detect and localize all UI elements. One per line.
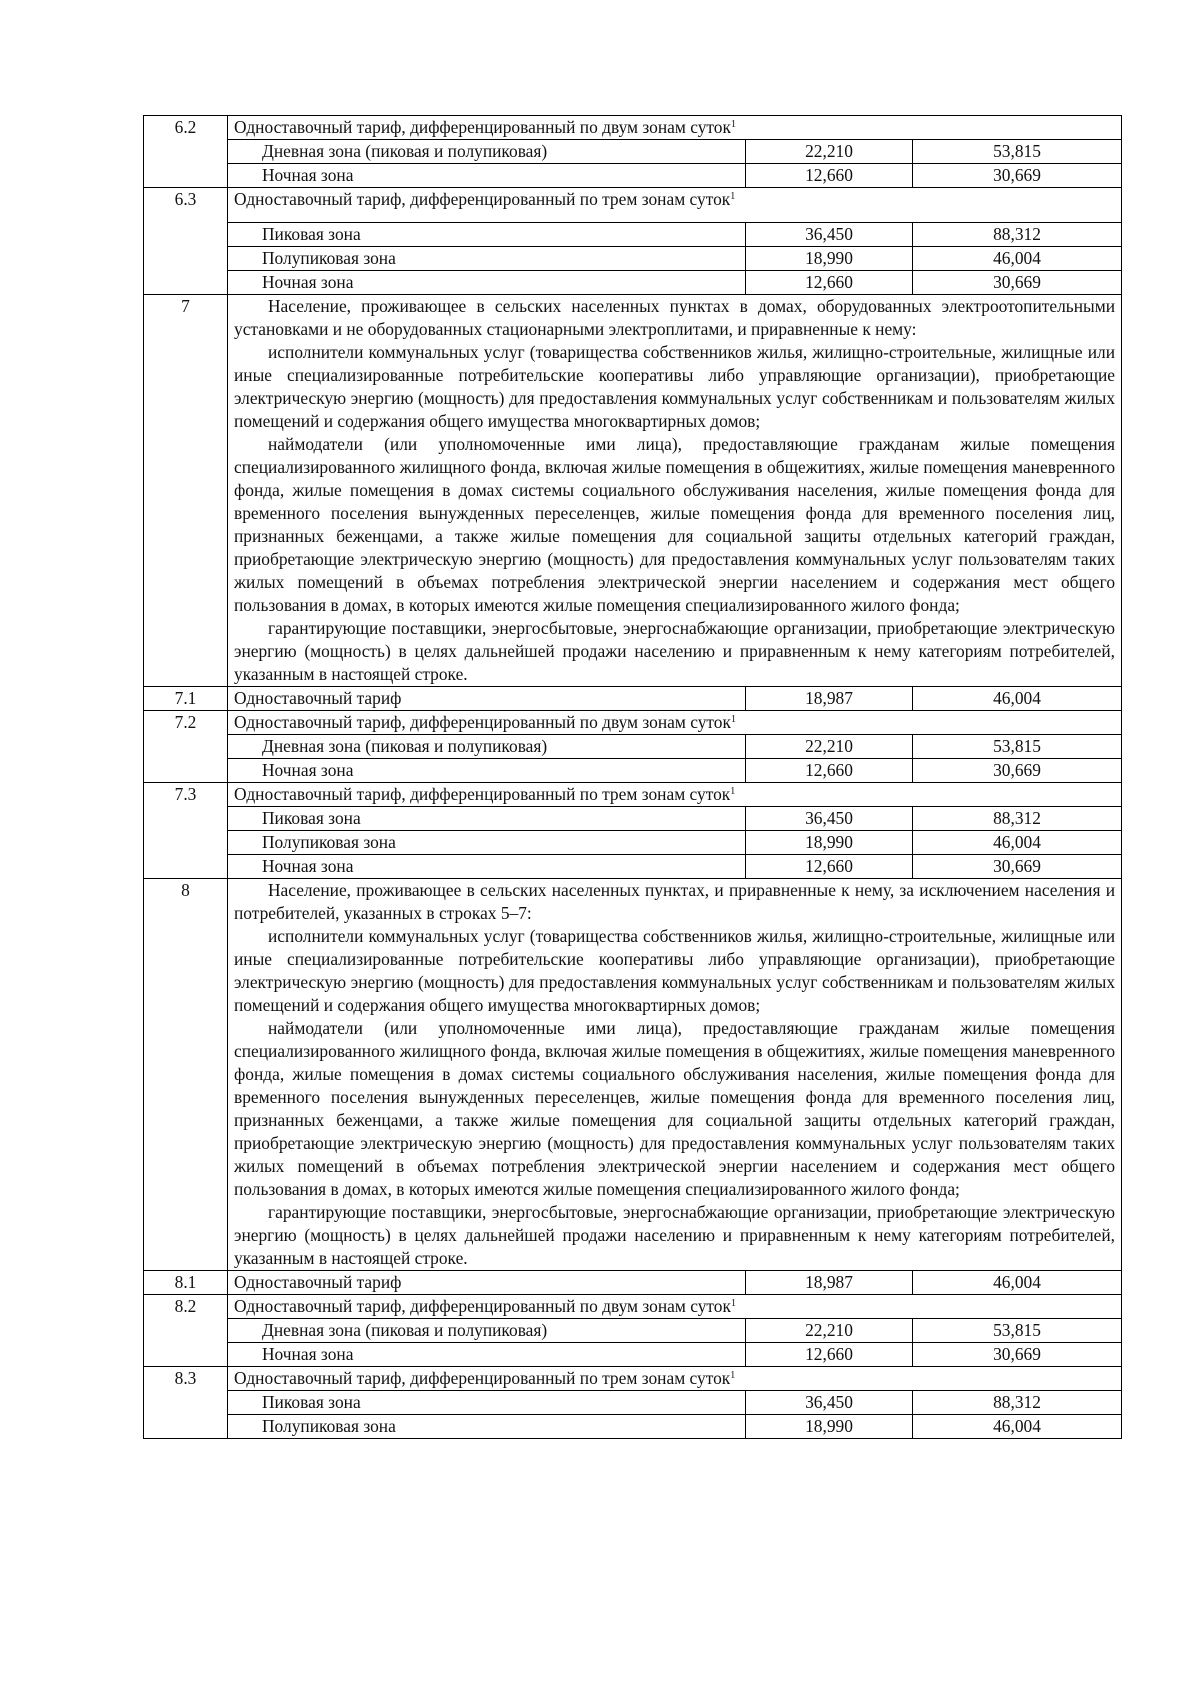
table-row xyxy=(144,1367,1122,1391)
table-row xyxy=(144,1319,1122,1343)
table-row xyxy=(144,1295,1122,1319)
tariff-label: Одноставочный тариф xyxy=(228,687,746,711)
tariff-value: 30,669 xyxy=(913,759,1122,783)
row-header-text: Одноставочный тариф, дифференцированный по двум зонам суток xyxy=(234,712,731,732)
table-row xyxy=(144,831,1122,855)
tariff-value: 88,312 xyxy=(913,807,1122,831)
tariff-value: 22,210 xyxy=(746,1319,913,1343)
table-row xyxy=(144,295,1122,687)
table-row xyxy=(144,1391,1122,1415)
footnote-marker: 1 xyxy=(730,1370,736,1381)
row-number: 6.2 xyxy=(144,116,228,188)
row-number: 8.1 xyxy=(144,1271,228,1295)
row-header-text: Одноставочный тариф, дифференцированный по трем зонам суток xyxy=(234,784,731,804)
tariff-value: 12,660 xyxy=(746,759,913,783)
paragraph: исполнители коммунальных услуг (товарищества собственников жилья, жилищно-строительные, жилищные или иные специализированные потребительские кооперативы либо управляющие организации), приобретающие электрическую энергию (мощность) для предоставления коммунальных услуг собственникам и пользователям жилых помещений и содержания общего имущества многоквартирных домов; xyxy=(234,926,1116,1015)
paragraph: исполнители коммунальных услуг (товарищества собственников жилья, жилищно-строительные, жилищные или иные специализированные потребительские кооперативы либо управляющие организации), приобретающие электрическую энергию (мощность) для предоставления коммунальных услуг собственникам и пользователям жилых помещений и содержания общего имущества многоквартирных домов; xyxy=(234,342,1116,431)
tariff-value: 18,987 xyxy=(746,1271,913,1295)
table-row xyxy=(144,783,1122,807)
row-header-text: Одноставочный тариф, дифференцированный по трем зонам суток xyxy=(234,1368,731,1388)
tariff-value: 18,987 xyxy=(746,687,913,711)
tariff-value: 46,004 xyxy=(913,1271,1122,1295)
row-number: 6.3 xyxy=(144,188,228,295)
zone-label: Полупиковая зона xyxy=(228,247,746,271)
footnote-marker: 1 xyxy=(730,714,736,725)
zone-label: Пиковая зона xyxy=(228,1391,746,1415)
row-number: 7.2 xyxy=(144,711,228,783)
table-row xyxy=(144,879,1122,1271)
table-row xyxy=(144,164,1122,188)
zone-label: Дневная зона (пиковая и полупиковая) xyxy=(228,735,746,759)
tariff-value: 22,210 xyxy=(746,735,913,759)
footnote-marker: 1 xyxy=(730,786,736,797)
zone-label: Пиковая зона xyxy=(228,223,746,247)
footnote-marker: 1 xyxy=(730,1298,736,1309)
paragraph: Население, проживающее в сельских населенных пунктах, и приравненные к нему, за исключением населения и потребителей, указанных в строках 5–7: xyxy=(234,880,1116,923)
consumer-category-text xyxy=(228,295,1122,687)
row-number: 8 xyxy=(144,879,228,1271)
paragraph: гарантирующие поставщики, энергосбытовые, энергоснабжающие организации, приобретающие электрическую энергию (мощность) в целях дальнейшей продажи населению и приравненным к нему категориям потребителей, указанным в настоящей строке. xyxy=(234,618,1116,684)
row-header xyxy=(228,1295,1122,1319)
zone-label: Дневная зона (пиковая и полупиковая) xyxy=(228,140,746,164)
paragraph: Население, проживающее в сельских населенных пунктах в домах, оборудованных электроотопительными установками и не оборудованных стационарными электроплитами, и приравненные к нему: xyxy=(234,296,1116,339)
tariff-value: 18,990 xyxy=(746,831,913,855)
tariff-value: 53,815 xyxy=(913,735,1122,759)
zone-label: Ночная зона xyxy=(228,759,746,783)
tariff-value: 88,312 xyxy=(913,1391,1122,1415)
tariff-value: 12,660 xyxy=(746,1343,913,1367)
row-header xyxy=(228,711,1122,735)
tariff-value: 12,660 xyxy=(746,271,913,295)
table-row xyxy=(144,140,1122,164)
row-header-text: Одноставочный тариф, дифференцированный по трем зонам суток xyxy=(234,189,731,209)
tariff-value: 46,004 xyxy=(913,1415,1122,1439)
tariff-value: 30,669 xyxy=(913,164,1122,188)
row-header-text: Одноставочный тариф, дифференцированный по двум зонам суток xyxy=(234,1296,731,1316)
row-number: 8.2 xyxy=(144,1295,228,1367)
tariff-value: 36,450 xyxy=(746,223,913,247)
row-number: 8.3 xyxy=(144,1367,228,1439)
zone-label: Дневная зона (пиковая и полупиковая) xyxy=(228,1319,746,1343)
zone-label: Ночная зона xyxy=(228,1343,746,1367)
tariff-value: 12,660 xyxy=(746,164,913,188)
tariff-value: 18,990 xyxy=(746,1415,913,1439)
tariff-value: 53,815 xyxy=(913,140,1122,164)
tariff-value: 88,312 xyxy=(913,223,1122,247)
tariff-label: Одноставочный тариф xyxy=(228,1271,746,1295)
tariff-value: 36,450 xyxy=(746,1391,913,1415)
paragraph: гарантирующие поставщики, энергосбытовые, энергоснабжающие организации, приобретающие электрическую энергию (мощность) в целях дальнейшей продажи населению и приравненным к нему категориям потребителей, указанным в настоящей строке. xyxy=(234,1202,1116,1268)
row-header xyxy=(228,783,1122,807)
tariff-value: 46,004 xyxy=(913,831,1122,855)
paragraph: наймодатели (или уполномоченные ими лица), предоставляющие гражданам жилые помещения специализированного жилищного фонда, включая жилые помещения в общежитиях, жилые помещения маневренного фонда, жилые помещения в домах системы социального обслуживания населения, жилые помещения фонда для временного поселения вынужденных переселенцев, жилые помещения фонда для временного поселения лиц, признанных беженцами, а также жилые помещения для социальной защиты отдельных категорий граждан, приобретающие электрическую энергию (мощность) для предоставления коммунальных услуг пользователям таких жилых помещений в объемах потребления электрической энергии населением и содержания мест общего пользования в домах, в которых имеются жилые помещения специализированного жилого фонда; xyxy=(234,1018,1116,1199)
zone-label: Ночная зона xyxy=(228,855,746,879)
zone-label: Ночная зона xyxy=(228,271,746,295)
tariff-value: 18,990 xyxy=(746,247,913,271)
tariff-value: 46,004 xyxy=(913,687,1122,711)
table-row xyxy=(144,223,1122,247)
tariff-value: 12,660 xyxy=(746,855,913,879)
row-number: 7.3 xyxy=(144,783,228,879)
table-row xyxy=(144,1343,1122,1367)
tariff-value: 30,669 xyxy=(913,1343,1122,1367)
table-row xyxy=(144,711,1122,735)
tariff-value: 36,450 xyxy=(746,807,913,831)
footnote-marker: 1 xyxy=(730,119,736,130)
row-header xyxy=(228,1367,1122,1391)
paragraph: наймодатели (или уполномоченные ими лица), предоставляющие гражданам жилые помещения специализированного жилищного фонда, включая жилые помещения в общежитиях, жилые помещения маневренного фонда, жилые помещения в домах системы социального обслуживания населения, жилые помещения фонда для временного поселения вынужденных переселенцев, жилые помещения фонда для временного поселения лиц, признанных беженцами, а также жилые помещения для социальной защиты отдельных категорий граждан, приобретающие электрическую энергию (мощность) для предоставления коммунальных услуг пользователям таких жилых помещений в объемах потребления электрической энергии населением и содержания мест общего пользования в домах, в которых имеются жилые помещения специализированного жилого фонда; xyxy=(234,434,1116,615)
tariff-value: 22,210 xyxy=(746,140,913,164)
row-header-text: Одноставочный тариф, дифференцированный по двум зонам суток xyxy=(234,117,731,137)
table-row xyxy=(144,855,1122,879)
zone-label: Полупиковая зона xyxy=(228,831,746,855)
table-row xyxy=(144,116,1122,140)
table-row xyxy=(144,759,1122,783)
zone-label: Пиковая зона xyxy=(228,807,746,831)
row-header xyxy=(228,116,1122,140)
tariff-value: 30,669 xyxy=(913,855,1122,879)
footnote-marker: 1 xyxy=(730,191,736,202)
table-row xyxy=(144,1271,1122,1295)
table-row xyxy=(144,1415,1122,1439)
table-row xyxy=(144,271,1122,295)
zone-label: Ночная зона xyxy=(228,164,746,188)
document-page xyxy=(143,115,1121,1439)
tariff-value: 53,815 xyxy=(913,1319,1122,1343)
table-row xyxy=(144,735,1122,759)
tariff-value: 30,669 xyxy=(913,271,1122,295)
tariff-value: 46,004 xyxy=(913,247,1122,271)
table-row xyxy=(144,188,1122,223)
table-row xyxy=(144,687,1122,711)
table-row xyxy=(144,247,1122,271)
tariff-table xyxy=(143,115,1122,1439)
row-header xyxy=(228,188,1122,223)
zone-label: Полупиковая зона xyxy=(228,1415,746,1439)
consumer-category-text xyxy=(228,879,1122,1271)
row-number: 7.1 xyxy=(144,687,228,711)
row-number: 7 xyxy=(144,295,228,687)
table-row xyxy=(144,807,1122,831)
